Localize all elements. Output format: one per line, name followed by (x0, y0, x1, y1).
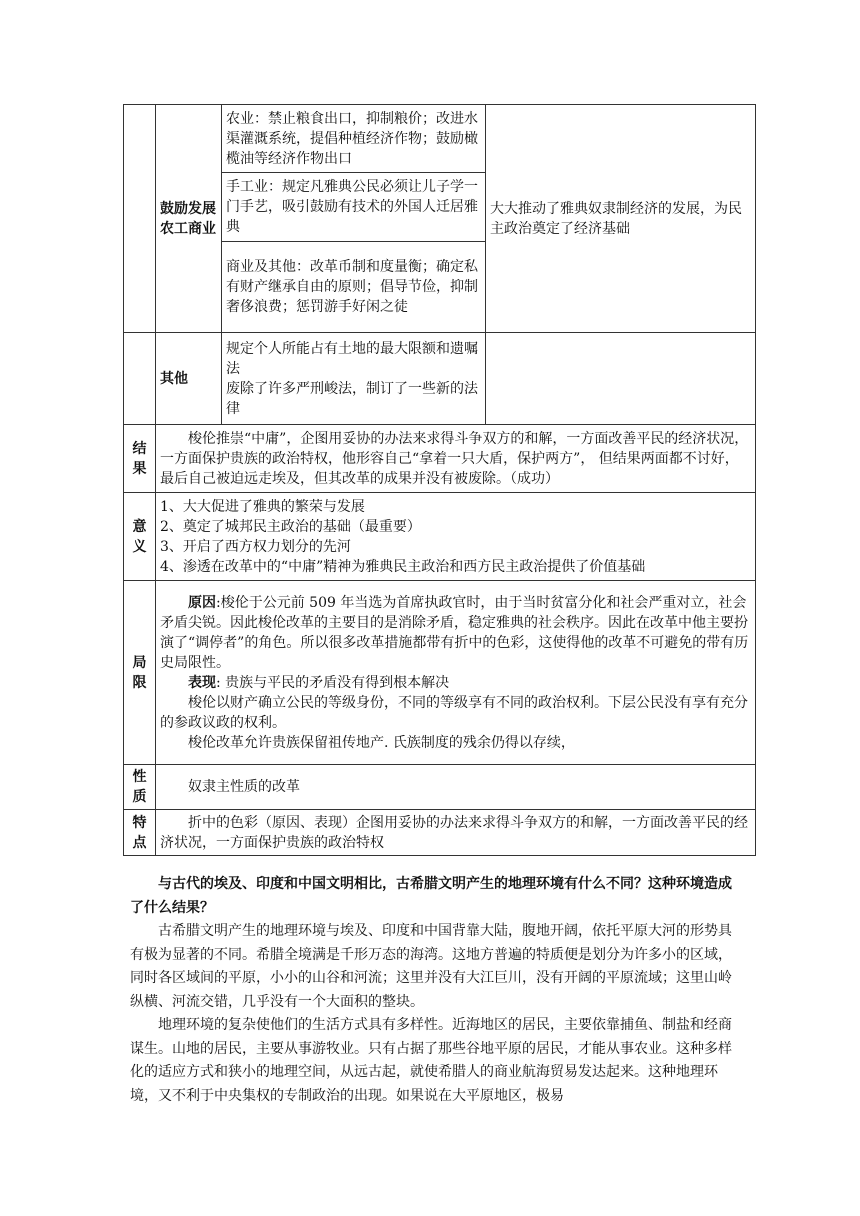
encourage-header: 鼓励发展农工商业 (156, 105, 222, 333)
essay-paragraph-2: 地理环境的复杂使他们的生活方式具有多样性。近海地区的居民，主要依靠捕鱼、制盐和经商谋生。山地的居民，主要从事游牧业。只有占据了那些谷地平原的居民，才能从事农业。这种多样化的适应方式和狭小的地理空间，从远古起，就使希腊人的商业航海贸易发达起来。这种地理环境，又不利于中央集权的专制政治的出现。如果说在大平原地区，极易 (130, 1017, 732, 1104)
significance-list (156, 493, 756, 581)
feature-header: 特点 (124, 810, 156, 856)
table-row (124, 765, 756, 810)
commerce-cell: 商业及其他：改革币制和度量衡；确定私有财产继承自由的原则；倡导节俭，抑制奢侈浪费；惩罚游手好闲之徒 (222, 242, 486, 333)
result-header: 结果 (124, 425, 156, 493)
agriculture-cell: 农业：禁止粮食出口，抑制粮价；改进水渠灌溉系统，提倡种植经济作物；鼓励橄榄油等经济作物出口 (222, 105, 486, 173)
blank-rowhead-cell (124, 105, 156, 333)
limitation-para-2: 梭伦以财产确立公民的等级身份，不同的等级享有不同的政治权利。下层公民没有享有充分的参政议政的权利。 (160, 694, 748, 731)
cause-label: 原因 (188, 594, 216, 611)
manifest-label: 表现 (188, 674, 216, 691)
encourage-effect-cell: 大大推动了雅典奴隶制经济的发展，为民主政治奠定了经济基础 (486, 105, 756, 333)
table-row (124, 333, 756, 425)
nature-header: 性质 (124, 765, 156, 810)
other-cell (222, 333, 486, 425)
blank-effect-cell (486, 333, 756, 425)
significance-item: 3、开启了西方权力划分的先河 (160, 538, 351, 555)
result-text: 梭伦推崇“中庸”，企图用妥协的办法来求得斗争双方的和解，一方面改善平民的经济状况，一方面保护贵族的政治特权，他形容自己“拿着一只大盾，保护两方”， 但结果两面都不讨好，最后自己被迫远走埃及，但其改革的成果并没有被废除。（成功） (156, 425, 756, 493)
blank-rowhead-cell (124, 333, 156, 425)
table-row (124, 810, 756, 856)
feature-text: 折中的色彩（原因、表现）企图用妥协的办法来求得斗争双方的和解，一方面改善平民的经济状况，一方面保护贵族的政治特权 (156, 810, 756, 856)
table-row (124, 425, 756, 493)
manifest-text: : 贵族与平民的矛盾没有得到根本解决 (216, 674, 450, 691)
table-row (124, 105, 756, 173)
other-header: 其他 (156, 333, 222, 425)
table-row (124, 493, 756, 581)
essay-section (130, 873, 742, 1108)
significance-item: 4、渗透在改革中的“中庸”精神为雅典民主政治和西方民主政治提供了价值基础 (160, 558, 646, 575)
limitation-header: 局限 (124, 581, 156, 765)
limitation-para-3: 梭伦改革允许贵族保留祖传地产. 氏族制度的残余仍得以存续， (188, 734, 575, 751)
nature-text: 奴隶主性质的改革 (156, 765, 756, 810)
essay-paragraph-1: 古希腊文明产生的地理环境与埃及、印度和中国背靠大陆，腹地开阔，依托平原大河的形势具有极为显著的不同。希腊全境满是千形万态的海湾。这地方普遍的特质便是划分为许多小的区域，同时各区域间的平原，小小的山谷和河流；这里并没有大江巨川，没有开阔的平原流域；这里山岭纵横、河流交错，几乎没有一个大面积的整块。 (130, 923, 732, 1010)
significance-item: 2、奠定了城邦民主政治的基础（最重要） (160, 518, 421, 535)
limitation-cause (160, 593, 751, 673)
significance-item: 1、大大促进了雅典的繁荣与发展 (160, 498, 365, 515)
reform-table (123, 104, 756, 856)
cause-text: :梭伦于公元前 509 年当选为首席执政官时，由于当时贫富分化和社会严重对立，社会矛盾尖锐。因此梭伦改革的主要目的是消除矛盾，稳定雅典的社会秩序。因此在改革中他主要扮演了“调停者”的角色。所以很多改革措施都带有折中的色彩，这使得他的改革不可避免的带有历史局限性。 (160, 594, 749, 671)
limitation-cell (156, 581, 756, 765)
handicraft-cell: 手工业：规定凡雅典公民必须让儿子学一门手艺，吸引鼓励有技术的外国人迁居雅典 (222, 173, 486, 242)
limitation-manifest (160, 673, 751, 693)
other-line-2: 废除了许多严刑峻法，制订了一些新的法律 (226, 380, 478, 417)
table-row (124, 581, 756, 765)
other-line-1: 规定个人所能占有土地的最大限额和遗嘱法 (226, 340, 478, 377)
essay-question: 与古代的埃及、印度和中国文明相比，古希腊文明产生的地理环境有什么不同？这种环境造成了什么结果？ (130, 876, 732, 916)
significance-header: 意义 (124, 493, 156, 581)
